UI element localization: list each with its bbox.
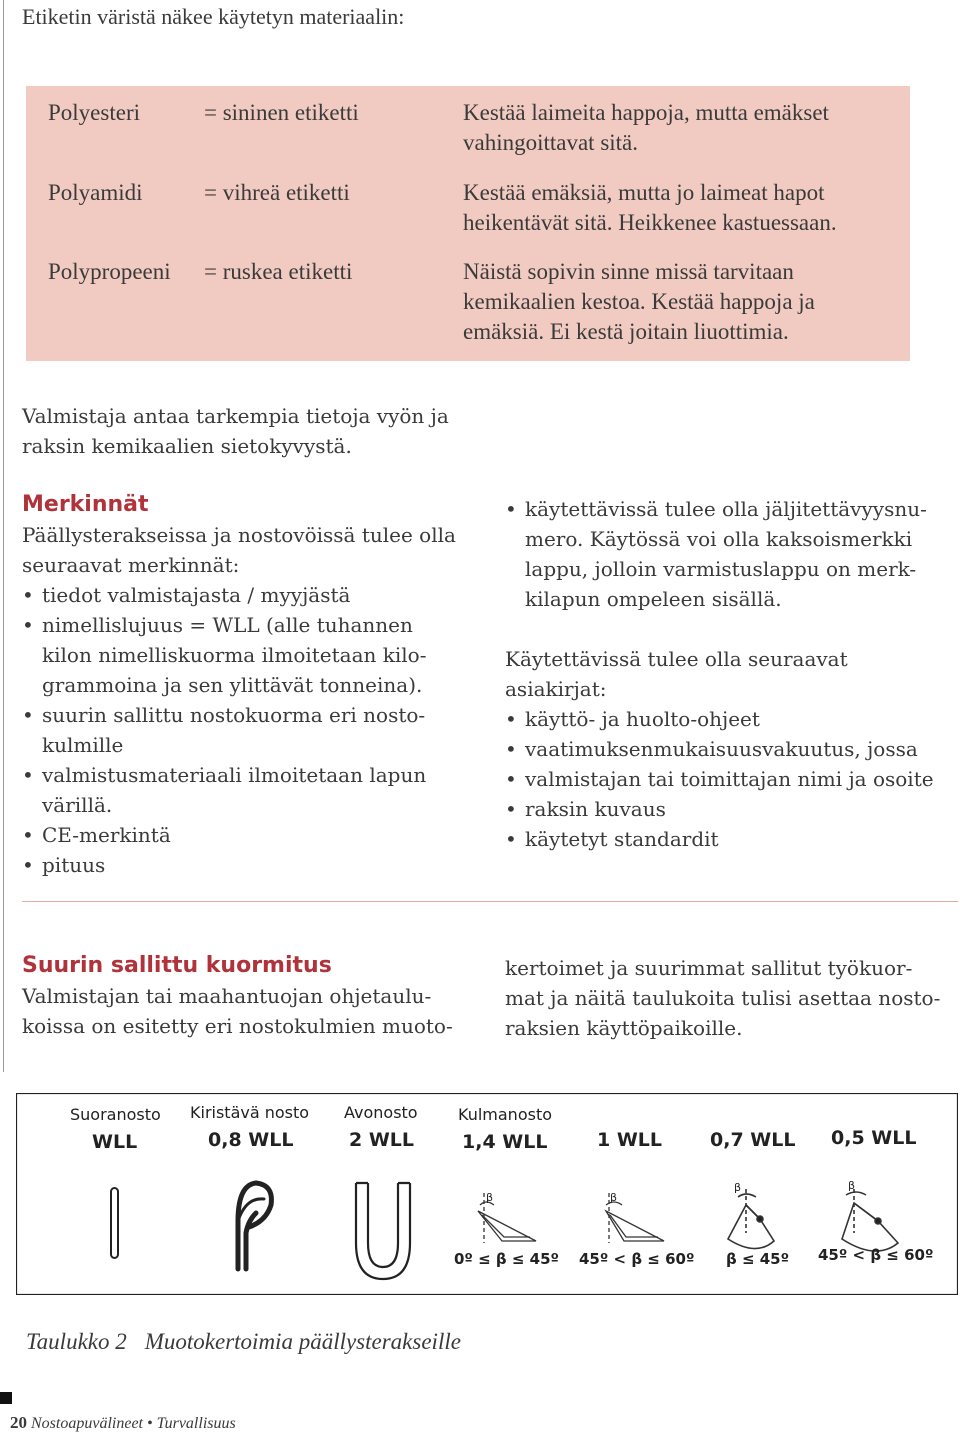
choke-sling-drawing (238, 1183, 271, 1269)
basket-angle-drawing-1 (728, 1189, 774, 1249)
material-description (463, 257, 923, 347)
load-section-left (22, 951, 492, 1041)
markings-section (22, 490, 482, 880)
list-item: • vaatimuksenmukaisuusvakuutus, jossa (505, 734, 955, 764)
wll-choke: 0,8 WLL (208, 1129, 294, 1151)
markings-list (22, 580, 482, 880)
item-line: • valmistusmateriaali ilmoitetaan lapun (42, 763, 427, 787)
list-item (22, 820, 482, 850)
list-item (22, 850, 482, 880)
load-section-right (505, 953, 955, 1043)
markings-heading: Merkinnät (22, 492, 149, 517)
wll-angle-60: 1 WLL (597, 1129, 663, 1151)
item-line: kulmille (42, 733, 124, 757)
documents-list (505, 704, 955, 854)
beta-symbol: β (848, 1179, 856, 1192)
item-line: värillä. (42, 793, 113, 817)
list-item: • raksin kuvaus (505, 794, 955, 824)
wll-angle-45: 1,4 WLL (462, 1131, 548, 1153)
choke-lift-title: Kiristävä nosto (190, 1103, 310, 1122)
material-name: Polyamidi (48, 180, 143, 205)
desc-line: heikentävät sitä. Heikkenee kastuessaan. (463, 210, 837, 235)
text-line: Valmistajan tai maahantuojan ohjetaulu- (22, 984, 432, 1008)
list-item: • käytetyt standardit (505, 824, 955, 854)
footer-marker (0, 1392, 12, 1404)
basket-angle-drawing-2 (842, 1189, 898, 1251)
beta-symbol: β (734, 1181, 742, 1194)
intro-text: Etiketin väristä näkee käytetyn materiaalin: (22, 4, 405, 29)
caption-text: Muotokertoimia päällysterakseille (144, 1329, 461, 1354)
beta-symbol: β (610, 1191, 618, 1204)
straight-sling-drawing (111, 1188, 118, 1258)
intro-line: seuraavat merkinnät: (22, 553, 240, 577)
item-line: grammoina ja sen ylittävät tonneina). (42, 673, 423, 697)
material-description (463, 178, 923, 238)
markings-intro (22, 520, 482, 580)
list-item (505, 494, 955, 614)
wll-basket-60: 0,5 WLL (831, 1127, 917, 1149)
item-line: kilapun ompeleen sisällä. (525, 587, 782, 611)
item-line: lappu, jolloin varmistuslappu on merk- (525, 557, 917, 581)
intro-line: asiakirjat: (505, 677, 607, 701)
item-line: mero. Käytössä voi olla kaksoismerkki (525, 527, 913, 551)
left-margin-rule (3, 0, 4, 1072)
list-item (22, 610, 482, 700)
caption-label: Taulukko 2 (26, 1329, 127, 1354)
item-line: • käytettävissä tulee olla jäljitettävyysnu- (525, 497, 927, 521)
material-row-polyester (48, 98, 928, 158)
material-name: Polypropeeni (48, 259, 171, 284)
page-footer (10, 1413, 236, 1433)
item-line: • suurin sallittu nostokuorma eri nosto- (42, 703, 426, 727)
desc-line: Näistä sopivin sinne missä tarvitaan (463, 259, 794, 284)
traceability-list (505, 494, 955, 614)
material-row-polyamide (48, 178, 928, 238)
text-line: raksien käyttöpaikoille. (505, 1016, 743, 1040)
straight-lift-title: Suoranosto (70, 1105, 161, 1124)
list-item (22, 580, 482, 610)
load-text-left (22, 981, 492, 1041)
load-heading: Suurin sallittu kuormitus (22, 953, 332, 978)
item-line: kilon nimelliskuorma ilmoitetaan kilo- (42, 643, 427, 667)
figure-caption (26, 1329, 479, 1355)
angle-range-2: 45º < β ≤ 60º (579, 1250, 695, 1268)
note-line: raksin kemikaalien sietokyvystä. (22, 434, 352, 458)
angle-range-1: 0º ≤ β ≤ 45º (454, 1250, 559, 1268)
footer-title: Nostoapuvälineet • Turvallisuus (31, 1415, 236, 1432)
text-line: kertoimet ja suurimmat sallitut työkuor- (505, 956, 913, 980)
list-item: • käyttö- ja huolto-ohjeet (505, 704, 955, 734)
material-label-color: = vihreä etiketti (204, 180, 350, 205)
material-color-table (26, 86, 910, 361)
list-item (22, 760, 482, 820)
basket-lift-title: Avonosto (344, 1103, 418, 1122)
wll-basket-45: 0,7 WLL (710, 1129, 796, 1151)
hitch-factor-figure (16, 1093, 958, 1295)
text-line: koissa on esitetty eri nostokulmien muoto- (22, 1014, 453, 1038)
note-line: Valmistaja antaa tarkempia tietoja vyön ja (22, 404, 449, 428)
item-line: • nimellislujuus = WLL (alle tuhannen (42, 613, 413, 637)
list-item: • valmistajan tai toimittajan nimi ja osoite (505, 764, 955, 794)
manufacturer-note (22, 401, 482, 461)
basket-sling-drawing (356, 1183, 410, 1279)
wll-basket: 2 WLL (349, 1129, 415, 1151)
markings-right-column (505, 494, 955, 854)
list-item (22, 700, 482, 760)
desc-line: vahingoittavat sitä. (463, 130, 639, 155)
desc-line: Kestää laimeita happoja, mutta emäkset (463, 100, 829, 125)
item-line: • pituus (42, 853, 106, 877)
material-label-color: = ruskea etiketti (204, 259, 353, 284)
desc-line: emäksiä. Ei kestä joitain liuottimia. (463, 319, 789, 344)
documents-intro (505, 644, 955, 704)
material-label-color: = sininen etiketti (204, 100, 359, 125)
desc-line: kemikaalien kestoa. Kestää happoja ja (463, 289, 815, 314)
item-line: • CE-merkintä (42, 823, 171, 847)
text-line: mat ja näitä taulukoita tulisi asettaa nosto- (505, 986, 941, 1010)
intro-line: Päällysterakseissa ja nostovöissä tulee olla (22, 523, 456, 547)
angle-range-3: β ≤ 45º (726, 1250, 790, 1268)
page-number: 20 (10, 1413, 27, 1432)
material-name: Polyesteri (48, 100, 140, 125)
section-divider (22, 901, 958, 902)
angle-range-4: 45º < β ≤ 60º (818, 1246, 934, 1264)
angle-lift-title: Kulmanosto (458, 1105, 552, 1124)
material-description (463, 98, 923, 158)
material-row-polypropylene (48, 257, 928, 347)
desc-line: Kestää emäksiä, mutta jo laimeat hapot (463, 180, 825, 205)
intro-line: Käytettävissä tulee olla seuraavat (505, 647, 848, 671)
beta-symbol: β (486, 1191, 494, 1204)
item-line: • tiedot valmistajasta / myyjästä (42, 583, 351, 607)
wll-straight: WLL (92, 1131, 138, 1153)
